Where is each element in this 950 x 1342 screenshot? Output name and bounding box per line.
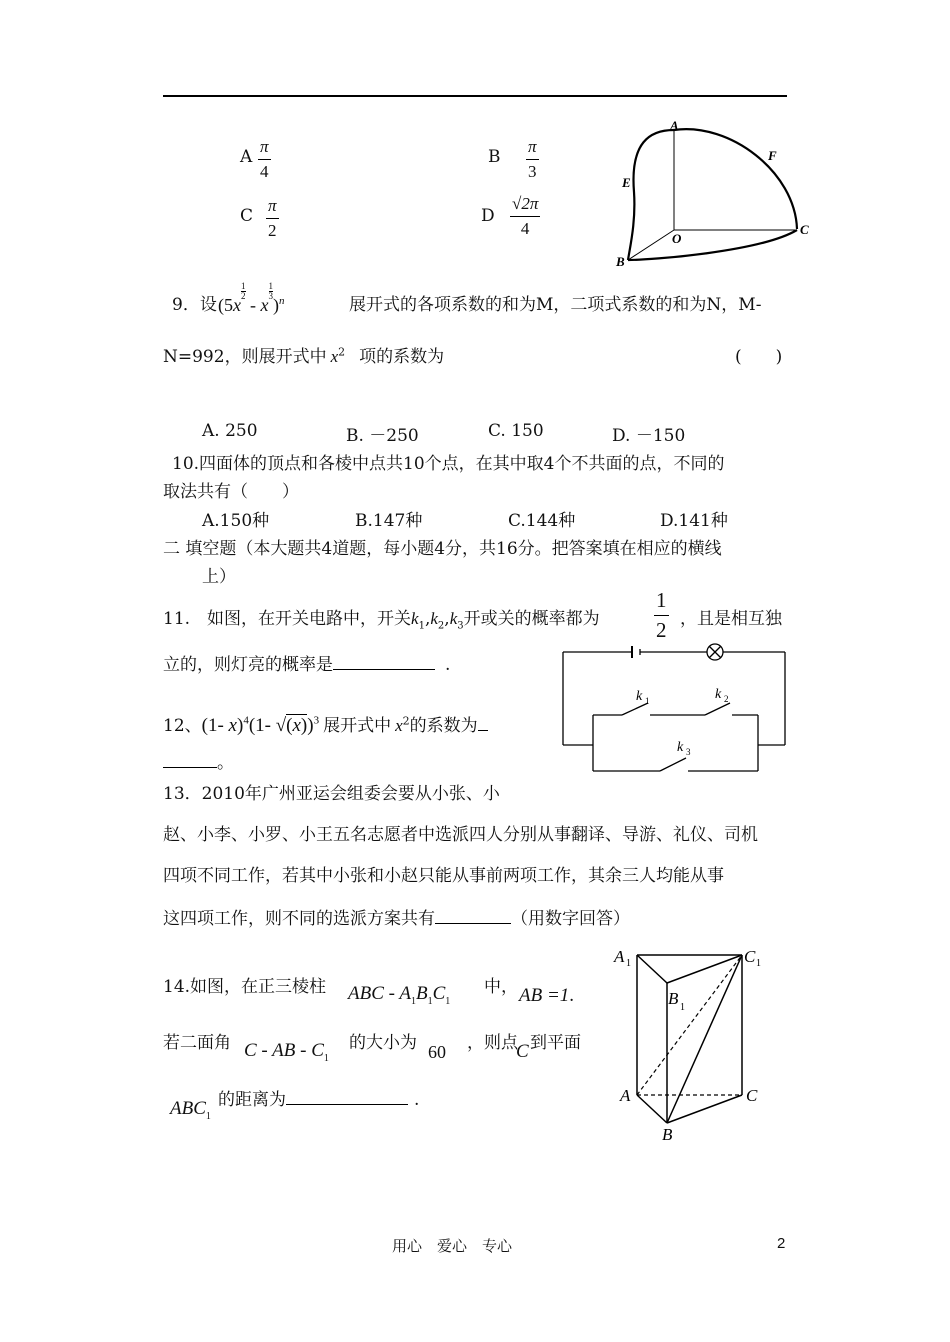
q9-line1: 9．设 xyxy=(172,295,217,315)
fig-label-e: E xyxy=(622,175,631,190)
prism-label-c1: C xyxy=(744,947,756,966)
q8-figure xyxy=(610,112,820,272)
page-number: 2 xyxy=(777,1235,786,1252)
q11-circuit-figure xyxy=(560,640,790,775)
prism-label-b1: B xyxy=(668,989,679,1008)
q8-option-a: A xyxy=(240,147,253,167)
q8-option-c-frac: π 2 xyxy=(268,196,277,240)
circuit-label-k3-sub: 3 xyxy=(686,747,691,757)
q9-line2: N=992，则展开式中 $x^2$ 项的系数为 xyxy=(163,345,445,367)
footer-motto: 用心 爱心 专心 xyxy=(392,1237,513,1255)
q14-line1-mid: 中， xyxy=(484,977,518,997)
q14-line3: 的距离为 . xyxy=(218,1090,420,1110)
q14-line2-then: ，则点 xyxy=(467,1033,518,1053)
section2-heading-line2: 上） xyxy=(202,567,236,587)
q12-line2: 。 xyxy=(163,748,234,773)
q8-option-d: D xyxy=(481,206,495,226)
fig-label-f: F xyxy=(768,148,777,163)
q13-line3: 四项不同工作，若其中小张和小赵只能从事前两项工作，其余三人均能从事 xyxy=(163,866,724,886)
header-rule xyxy=(163,95,787,97)
q14-prism-figure xyxy=(610,938,780,1148)
q14-line2-mid: 的大小为 xyxy=(349,1033,417,1053)
q11-half: 1 2 xyxy=(656,588,667,642)
q14-ab: AB =1. xyxy=(519,985,575,1006)
q9-option-c: C. 150 xyxy=(488,421,544,441)
q8-option-d-frac: √2π 4 xyxy=(512,194,539,238)
q10-line2: 取法共有（ ） xyxy=(163,482,299,502)
q13-line2: 赵、小李、小罗、小王五名志愿者中选派四人分别从事翻译、导游、礼仪、司机 xyxy=(163,825,758,845)
q14-line1: 14.如图，在正三棱柱 xyxy=(163,977,327,997)
q8-option-b: B xyxy=(488,147,501,167)
q10-option-b: B.147种 xyxy=(355,511,423,531)
fig-label-c: C xyxy=(800,222,809,237)
q14-plane: $ABC_1$ xyxy=(170,1098,211,1122)
prism-label-a1-sub: 1 xyxy=(626,958,631,969)
prism-label-c: C xyxy=(746,1086,758,1105)
q14-line2: 若二面角 xyxy=(163,1033,231,1053)
prism-label-a1: A xyxy=(614,947,625,966)
q11-line1-end: ，且是相互独 xyxy=(680,609,782,629)
q9-option-a: A. 250 xyxy=(202,421,258,441)
q14-prism: ABC - $A_1B_1C_1$ xyxy=(348,983,451,1007)
q9-answer-paren: ( ) xyxy=(735,347,783,367)
prism-label-a: A xyxy=(620,1086,631,1105)
q8-option-a-frac: π 4 xyxy=(260,137,269,181)
q9-option-d: D. －150 xyxy=(612,426,686,446)
circuit-label-k1-sub: 1 xyxy=(645,696,650,706)
q10-option-c: C.144种 xyxy=(508,511,576,531)
q10-line1: 10.四面体的顶点和各棱中点共10个点，在其中取4个不共面的点，不同的 xyxy=(172,454,725,474)
q14-dihedral: C - AB - $C_1$ xyxy=(244,1040,329,1064)
q10-option-a: A.150种 xyxy=(202,511,270,531)
q11-line2: 立的，则灯亮的概率是 . xyxy=(163,655,451,675)
fig-label-a: A xyxy=(670,118,679,133)
q14-line2-end: 到平面 xyxy=(530,1033,581,1053)
q10-option-d: D.141种 xyxy=(660,511,728,531)
fig-label-o: O xyxy=(672,231,682,246)
q14-point-c: C xyxy=(516,1041,529,1062)
q13-line4: 这四项工作，则不同的选派方案共有 （用数字回答） xyxy=(163,909,630,929)
q11-line1: 11. 如图，在开关电路中，开关$k_1,k_2,k_3$开或关的概率都为 xyxy=(163,609,600,632)
section2-heading: 二 填空题（本大题共4道题，每小题4分，共16分。把答案填在相应的横线 xyxy=(163,539,722,559)
q12-line1: 12、(1- x)$^4$(1- √(x))$^3$ 展开式中 $x^2$的系数为 xyxy=(163,711,488,737)
prism-label-b1-sub: 1 xyxy=(680,1002,685,1013)
q9-expression: ($5x\frac{1}{2}$ - $x\frac{1}{3}$ )$^n$ xyxy=(218,281,285,315)
circuit-label-k1: k xyxy=(636,689,643,704)
q9-option-b: B. －250 xyxy=(346,426,419,446)
prism-label-b: B xyxy=(662,1125,673,1144)
fig-label-b: B xyxy=(616,254,625,269)
q9-line1-rest: 展开式的各项系数的和为M，二项式系数的和为N，M- xyxy=(349,295,762,315)
q14-angle: 60 xyxy=(428,1042,446,1062)
circuit-label-k2: k xyxy=(715,687,722,702)
circuit-label-k2-sub: 2 xyxy=(724,694,729,704)
q8-option-c: C xyxy=(240,206,254,226)
prism-label-c1-sub: 1 xyxy=(756,958,761,969)
circuit-label-k3: k xyxy=(677,740,684,755)
q13-line1: 13．2010年广州亚运会组委会要从小张、小 xyxy=(163,784,500,804)
q8-option-b-frac: π 3 xyxy=(528,137,537,181)
